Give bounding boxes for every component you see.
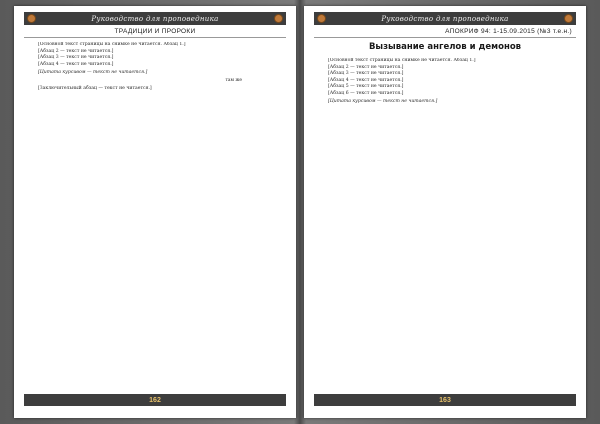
right-paragraph: [Абзац 4 — текст не читается.] xyxy=(328,77,404,83)
right-paragraph: [Абзац 3 — текст не читается.] xyxy=(328,71,404,77)
left-footer xyxy=(24,394,286,406)
left-page xyxy=(14,6,296,418)
right-footer xyxy=(314,394,576,406)
right-closing-quote: [Цитата курсивом — текст не читается.] xyxy=(328,98,438,104)
left-quote-attribution: там же xyxy=(225,77,242,83)
right-paragraph: [Абзац 6 — текст не читается.] xyxy=(328,90,404,96)
left-header-rule xyxy=(24,37,286,38)
right-running-header xyxy=(314,12,576,25)
left-paragraph: [Заключительный абзац — текст не читается.] xyxy=(38,85,152,91)
right-paragraph: [Основной текст страницы на снимке не читается. Абзац 1.] xyxy=(328,58,476,63)
left-running-header xyxy=(24,12,286,25)
left-page-number: 162 xyxy=(149,396,161,404)
left-paragraph: [Абзац 2 — текст не читается.] xyxy=(38,48,114,54)
right-page xyxy=(304,6,586,418)
emblem-icon xyxy=(274,14,283,23)
left-section-label: ТРАДИЦИИ И ПРОРОКИ xyxy=(114,28,196,35)
emblem-icon xyxy=(27,14,36,23)
right-section-label: АПОКРИФ 94: 1-15.09.2015 (№3 т.е.н.) xyxy=(445,28,572,35)
right-page-number: 163 xyxy=(439,396,451,404)
right-body-text xyxy=(320,58,572,388)
left-quote: [Цитата курсивом — текст не читается.] xyxy=(38,69,148,75)
left-paragraph: [Абзац 3 — текст не читается.] xyxy=(38,55,114,61)
left-running-header-text: Руководство для проповедника xyxy=(91,14,219,23)
article-title: Вызывание ангелов и демонов xyxy=(368,42,522,52)
emblem-icon xyxy=(317,14,326,23)
emblem-icon xyxy=(564,14,573,23)
right-paragraph: [Абзац 2 — текст не читается.] xyxy=(328,64,404,70)
left-paragraph: [Абзац 4 — текст не читается.] xyxy=(38,61,114,67)
right-header-rule xyxy=(314,37,576,38)
right-paragraph: [Абзац 5 — текст не читается.] xyxy=(328,84,404,90)
left-body-text xyxy=(30,42,282,388)
right-running-header-text: Руководство для проповедника xyxy=(381,14,509,23)
left-paragraph: [Основной текст страницы на снимке не читается. Абзац 1.] xyxy=(38,42,186,47)
